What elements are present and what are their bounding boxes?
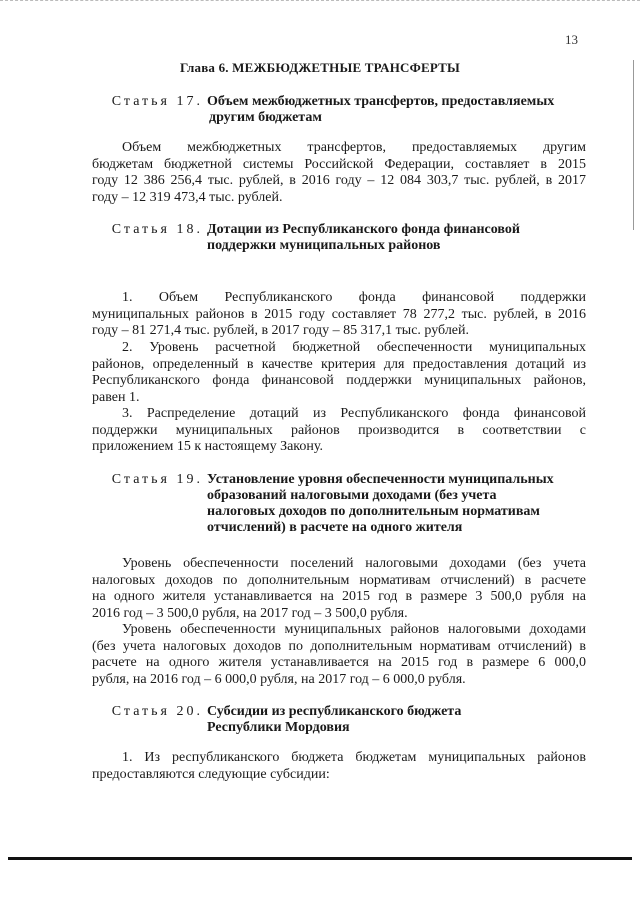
article-20-paragraph-1: 1. Из республиканского бюджета бюджетам муниципальных районов предоставляются следующие субсидии: (92, 750, 586, 782)
article-label: Статья 20. (111, 704, 203, 719)
article-label: Статья 19. (111, 472, 203, 487)
scan-margin-line (633, 60, 634, 230)
article-19-heading (0, 472, 640, 536)
article-19-paragraph-2: Уровень обеспеченности муниципальных районов налоговыми доходами (без учета налоговых доходов по дополнительным нормативам отчислений) в расчете на одного жителя устанавливается на 2015 год в размере 6 000,0 рубля, на 2016 год – 6 000,0 рубля, на 2017 год – 6 000,0 рубля. (92, 622, 586, 687)
article-18-heading (0, 222, 640, 254)
article-18-paragraph-1: 1. Объем Республиканского фонда финансовой поддержки муниципальных районов в 2015 году составляет 78 277,2 тыс. рублей, в 2016 году – 81 271,4 тыс. рублей, в 2017 году – 85 317,1 тыс. рублей. (92, 290, 586, 338)
article-label: Статья 17. (111, 94, 203, 109)
article-label: Статья 18. (111, 222, 203, 237)
article-title: Субсидии из республиканского бюджета Республики Мордовия (207, 704, 462, 735)
article-title: Установление уровня обеспеченности муниципальных образований налоговыми доходами (без учета налоговых доходов по дополнительным нормативам отчислений) в расчете на одного жителя (207, 472, 554, 535)
page-bottom-rule (8, 857, 632, 860)
article-18-paragraph-3: 3. Распределение дотаций из Республиканского фонда финансовой поддержки муниципальных районов производится в соответствии с приложением 15 к настоящему Закону. (92, 406, 586, 454)
chapter-title: Глава 6. МЕЖБЮДЖЕТНЫЕ ТРАНСФЕРТЫ (180, 60, 460, 75)
article-19-paragraph-1: Уровень обеспеченности поселений налоговыми доходами (без учета налоговых доходов по дополнительным нормативам отчислений) в расчете на одного жителя устанавливается на 2015 год в размере 3 500,0 рубля на 2016 год – 3 500,0 рубля, на 2017 год – 3 500,0 рубля. (92, 556, 586, 621)
article-17-heading (0, 94, 640, 126)
article-title: Дотации из Республиканского фонда финансовой поддержки муниципальных районов (207, 222, 520, 253)
scan-edge (0, 0, 640, 3)
page-number: 13 (565, 32, 578, 47)
article-17-paragraph-1: Объем межбюджетных трансфертов, предоставляемых другим бюджетам бюджетной системы Российской Федерации, составляет в 2015 году 12 386 256,4 тыс. рублей, в 2016 году – 12 084 303,7 тыс. рублей, в 2017 году – 12 319 473,4 тыс. рублей. (92, 140, 586, 205)
article-20-heading (0, 704, 640, 736)
article-18-paragraph-2: 2. Уровень расчетной бюджетной обеспеченности муниципальных районов, определенный в качестве критерия для предоставления дотаций из Республиканского фонда финансовой поддержки муниципальных районов, равен 1. (92, 340, 586, 405)
article-title: Объем межбюджетных трансфертов, предоставляемых другим бюджетам (207, 94, 555, 125)
